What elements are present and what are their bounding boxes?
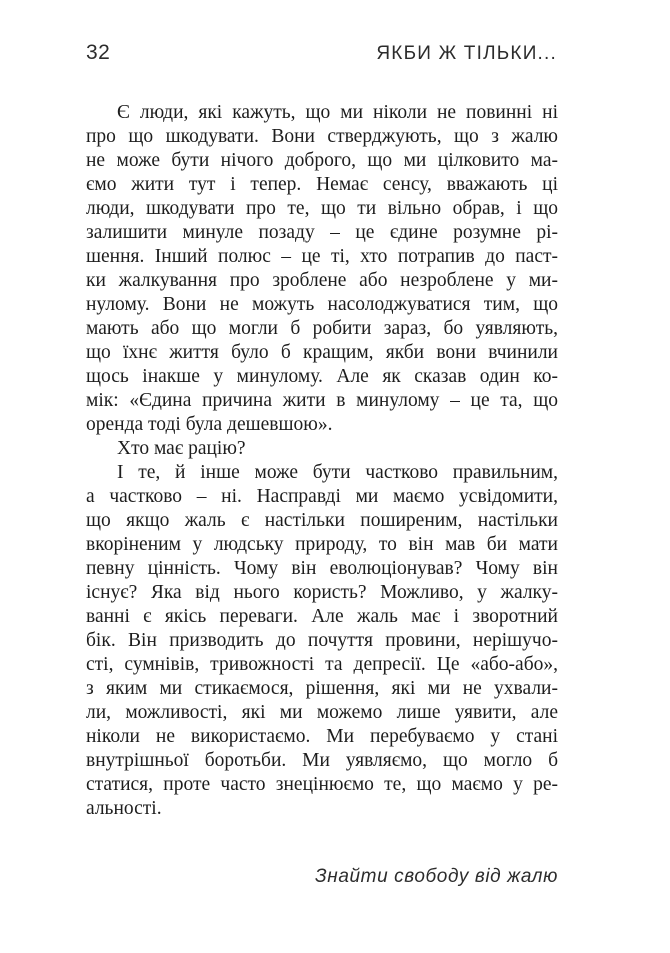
text-line: певну цінність. Чому він еволюціонував? Чому він <box>86 558 558 579</box>
text-line: альності. <box>86 798 162 819</box>
text-line: ки жалкування про зроблене або незроблене у ми- <box>86 270 558 291</box>
page-number: 32 <box>86 41 111 64</box>
running-footer-title: Знайти свободу від жалю <box>315 866 558 887</box>
text-line: залишити минуле позаду – це єдине розумне рі- <box>86 222 558 243</box>
text-line: Є люди, які кажуть, що ми ніколи не повинні ні <box>117 102 558 123</box>
text-line: що їхнє життя було б кращим, якби вони вчинили <box>86 342 558 363</box>
body-text <box>86 101 558 821</box>
paragraph <box>86 461 558 821</box>
text-line: статися, проте часто знецінюємо те, що маємо у ре- <box>86 774 558 795</box>
text-line: існує? Яка від нього користь? Можливо, у жалку- <box>86 582 558 603</box>
text-line: не може бути нічого доброго, що ми цілковито ма- <box>86 150 558 171</box>
text-line: про що шкодувати. Вони стверджують, що з жалю <box>86 126 558 147</box>
text-line: нулому. Вони не можуть насолоджуватися тим, що <box>86 294 558 315</box>
text-line: люди, шкодувати про те, що ти вільно обрав, і що <box>86 198 558 219</box>
text-line: внутрішньої боротьби. Ми уявляємо, що могло б <box>86 750 558 771</box>
text-line: з яким ми стикаємося, рішення, які ми не ухвали- <box>86 678 558 699</box>
paragraph <box>86 101 558 437</box>
text-line: шення. Інший полюс – це ті, хто потрапив до паст- <box>86 246 558 267</box>
text-line: бік. Він призводить до почуття провини, нерішучо- <box>86 630 558 651</box>
text-line: що якщо жаль є настільки поширеним, настільки <box>86 510 558 531</box>
text-line: а частково – ні. Насправді ми маємо усвідомити, <box>86 486 558 507</box>
text-line: Хто має рацію? <box>117 438 246 459</box>
text-line: оренда тоді була дешевшою». <box>86 414 333 435</box>
text-line: ємо жити тут і тепер. Немає сенсу, вважають ці <box>86 174 558 195</box>
text-line: мік: «Єдина причина жити в минулому – це та, що <box>86 390 558 411</box>
text-line: ванні є якісь переваги. Але жаль має і зворотний <box>86 606 558 627</box>
text-line: мають або що могли б робити зараз, бо уявляють, <box>86 318 558 339</box>
running-header <box>86 41 557 65</box>
running-header-title: ЯКБИ Ж ТІЛЬКИ... <box>376 43 557 64</box>
text-line: І те, й інше може бути частково правильним, <box>117 462 558 483</box>
text-line: сті, сумнівів, тривожності та депресії. Це «або-або», <box>86 654 558 675</box>
text-line: щось інакше у минулому. Але як сказав один ко- <box>86 366 558 387</box>
text-line: ніколи не використаємо. Ми перебуваємо у стані <box>86 726 558 747</box>
text-line: вкоріненим у людську природу, то він мав би мати <box>86 534 558 555</box>
paragraph <box>86 437 558 461</box>
text-line: ли, можливості, які ми можемо лише уявити, але <box>86 702 558 723</box>
